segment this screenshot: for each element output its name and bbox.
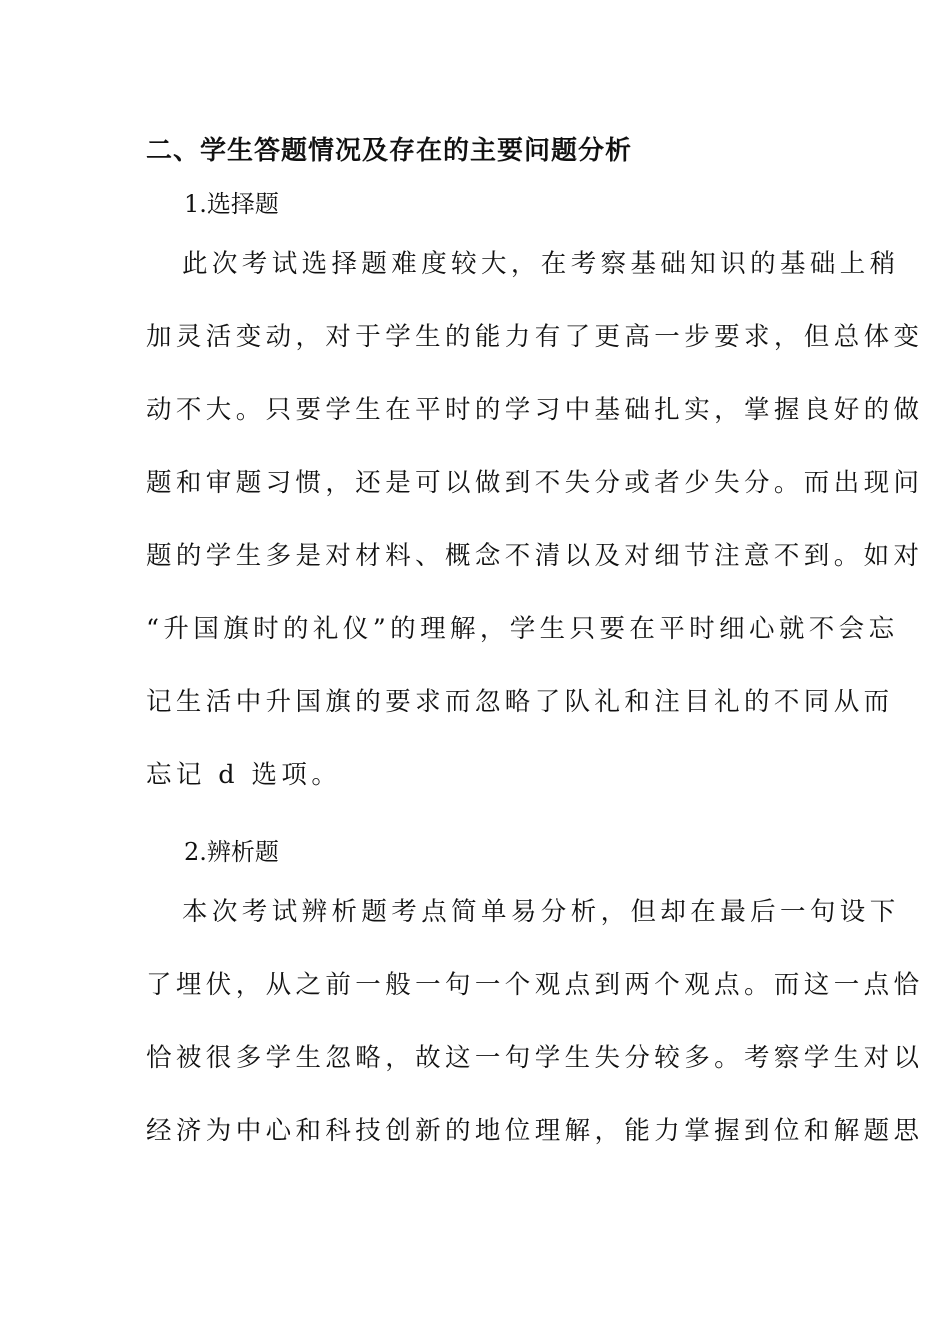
section-heading: 二、学生答题情况及存在的主要问题分析 — [146, 136, 633, 166]
subheading-multiple-choice: 1.选择题 — [184, 190, 279, 218]
paragraph-line: 了埋伏，从之前一般一句一个观点到两个观点。而这一点恰 — [146, 970, 924, 1000]
subheading-analysis: 2.辨析题 — [184, 838, 279, 866]
paragraph-line: 忘记 d 选项。 — [146, 760, 342, 790]
paragraph-line: 记生活中升国旗的要求而忽略了队礼和注目礼的不同从而 — [146, 687, 894, 717]
paragraph-multiple-choice — [146, 228, 924, 812]
paragraph-line: 动不大。只要学生在平时的学习中基础扎实，掌握良好的做 — [146, 395, 924, 425]
paragraph-line: 题的学生多是对材料、概念不清以及对细节注意不到。如对 — [146, 541, 924, 571]
paragraph-line: 本次考试辨析题考点简单易分析，但却在最后一句设下 — [182, 897, 900, 927]
paragraph-line: 题和审题习惯，还是可以做到不失分或者少失分。而出现问 — [146, 468, 924, 498]
paragraph-line: 经济为中心和科技创新的地位理解，能力掌握到位和解题思 — [146, 1116, 924, 1146]
paragraph-line: “升国旗时的礼仪”的理解，学生只要在平时细心就不会忘 — [146, 614, 899, 644]
paragraph-line: 此次考试选择题难度较大，在考察基础知识的基础上稍 — [182, 249, 900, 279]
paragraph-line: 加灵活变动，对于学生的能力有了更高一步要求，但总体变 — [146, 322, 924, 352]
paragraph-analysis — [146, 876, 924, 1168]
paragraph-line: 恰被很多学生忽略，故这一句学生失分较多。考察学生对以 — [146, 1043, 924, 1073]
